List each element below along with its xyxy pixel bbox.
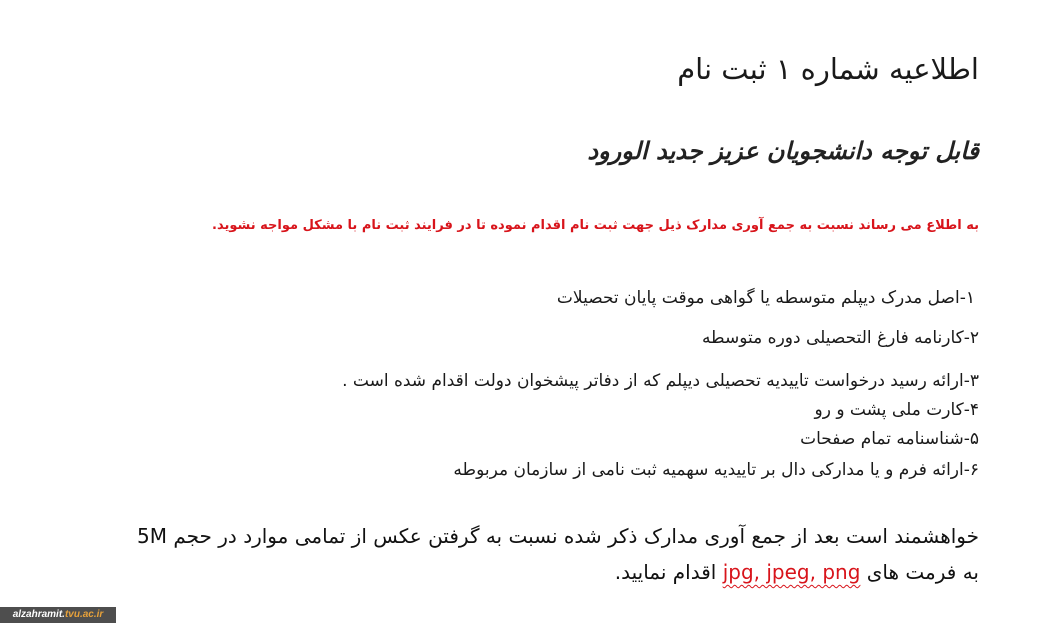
requirement-item: ۳-ارائه رسید درخواست تاییدیه تحصیلی دیپلم که از دفاتر پیشخوان دولت اقدام شده است . — [342, 371, 979, 391]
requirement-item: ۲-کارنامه فارغ التحصیلی دوره متوسطه — [701, 328, 979, 348]
notice-text: به اطلاع می رساند نسبت به جمع آوری مدارک ذیل جهت ثبت نام اقدام نموده تا در فرایند ثبت نام با مشکل مواجه نشوید. — [212, 218, 979, 233]
site-badge-name: alzahramit. — [12, 609, 65, 620]
closing-suffix: اقدام نمایید. — [614, 560, 717, 584]
requirement-item: ۵-شناسنامه تمام صفحات — [800, 429, 979, 449]
requirement-item: ۴-کارت ملی پشت و رو — [814, 400, 979, 420]
closing-paragraph-line-1: خواهشمند است بعد از جمع آوری مدارک ذکر شده نسبت به گرفتن عکس از تمامی موارد در حجم 5M — [136, 524, 979, 548]
site-badge-domain: tvu.ac.ir — [64, 609, 104, 620]
page-title: اطلاعیه شماره ۱ ثبت نام — [677, 52, 979, 86]
requirement-item: ۱-اصل مدرک دیپلم متوسطه یا گواهی موقت پایان تحصیلات — [556, 288, 975, 308]
page-subtitle: قابل توجه دانشجویان عزیز جدید الورود — [587, 136, 979, 165]
file-formats: jpg, jpeg, png — [722, 560, 861, 584]
closing-paragraph-line-2 — [615, 560, 979, 584]
closing-prefix: به فرمت های — [866, 560, 979, 584]
site-watermark-badge — [0, 607, 116, 623]
requirement-item: ۶-ارائه فرم و یا مدارکی دال بر تاییدیه سهمیه ثبت نامی از سازمان مربوطه — [453, 460, 979, 480]
